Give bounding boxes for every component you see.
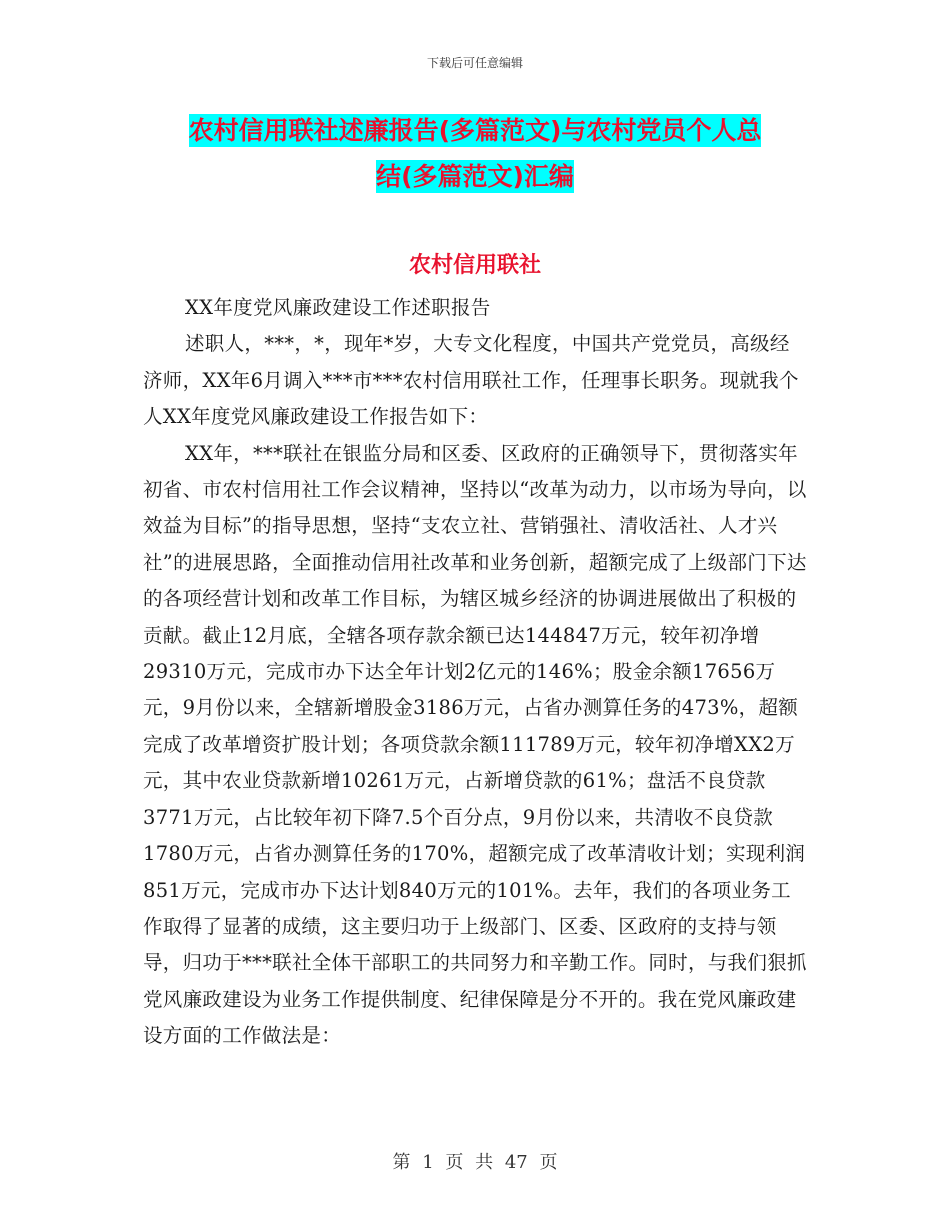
title-line-1: 农村信用联社述廉报告(多篇范文)与农村党员个人总 — [188, 116, 762, 145]
body-paragraph: 述职人，***，*，现年*岁，大专文化程度，中国共产党党员，高级经济师，XX年6月调入***市***农村信用联社工作，任理事长职务。现就我个人XX年度党风廉政建设工作报告如下： — [143, 332, 799, 429]
report-subtitle: XX年度党风廉政建设工作述职报告 — [185, 296, 491, 319]
document-title — [0, 108, 950, 200]
header-note: 下载后可任意编辑 — [426, 56, 523, 70]
section-heading: 农村信用联社 — [408, 253, 541, 278]
body-paragraph: XX年，***联社在银监分局和区委、区政府的正确领导下，贯彻落实年初省、市农村信用社工作会议精神，坚持以“改革为动力，以市场为导向，以效益为目标”的指导思想，坚持“支农立社、营销强社、清收活社、人才兴社”的进展思路，全面推动信用社改革和业务创新，超额完成了上级部门下达的各项经营计划和改革工作目标，为辖区城乡经济的协调进展做出了积极的贡献。截止12月底，全辖各项存款余额已达144847万元，较年初净增29310万元，完成市办下达全年计划2亿元的146%；股金余额17656万元，9月份以来，全辖新增股金3186万元，占省办测算任务的473%，超额完成了改革增资扩股计划；各项贷款余额111789万元，较年初净增XX2万元，其中农业贷款新增10261万元，占新增贷款的61%；盘活不良贷款3771万元，占比较年初下降7.5个百分点，9月份以来，共清收不良贷款1780万元，占省办测算任务的170%，超额完成了改革清收计划；实现利润851万元，完成市办下达计划840万元的101%。去年，我们的各项业务工作取得了显著的成绩，这主要归功于上级部门、区委、区政府的支持与领导，归功于***联社全体干部职工的共同努力和辛勤工作。同时，与我们狠抓党风廉政建设为业务工作提供制度、纪律保障是分不开的。我在党风廉政建设方面的工作做法是： — [143, 441, 807, 1048]
document-body — [143, 290, 807, 1055]
title-line-2: 结(多篇范文)汇编 — [376, 162, 574, 191]
page-number: 第 1 页 共 47 页 — [392, 1152, 558, 1173]
